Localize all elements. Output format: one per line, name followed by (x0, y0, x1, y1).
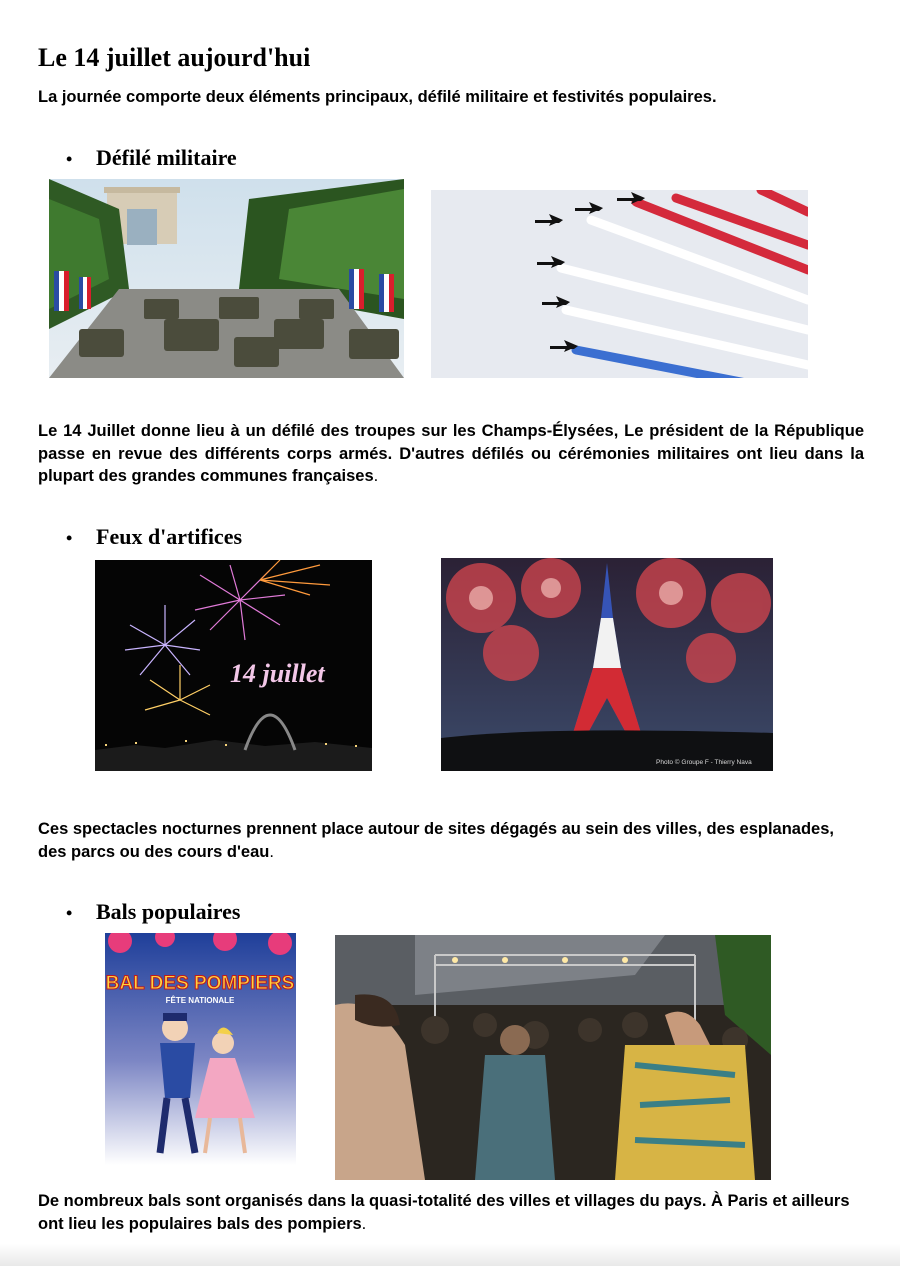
fireworks-caption: 14 juillet (230, 659, 325, 688)
poster-subtitle: FÊTE NATIONALE (165, 996, 235, 1005)
paragraph-feux-text: Ces spectacles nocturnes prennent place autour de sites dégagés au sein des villes, des esplanades, des parcs ou des cours d'eau (38, 820, 834, 861)
paragraph-bals-end: . (361, 1214, 367, 1233)
street-dance-photo-image (335, 935, 771, 1180)
paragraph-bals (38, 1190, 864, 1235)
paragraph-feux (38, 818, 864, 863)
champs-elysees-parade-image (49, 179, 404, 378)
fireworks-14-juillet-image (95, 560, 372, 771)
section-heading-text: Défilé militaire (96, 145, 237, 170)
section-heading-text: Feux d'artifices (96, 524, 243, 549)
page-title: Le 14 juillet aujourd'hui (38, 43, 311, 72)
paragraph-defile-end: . (373, 467, 379, 485)
paragraph-feux-end: . (269, 842, 274, 861)
bal-des-pompiers-poster-image (105, 933, 296, 1165)
section-heading-feux (66, 523, 242, 552)
patrouille-de-france-image (431, 190, 808, 378)
photo-credit: Photo © Groupe F - Thierry Nava (656, 759, 752, 766)
eiffel-tower-fireworks-image (441, 558, 773, 771)
section-heading-bals (66, 898, 240, 927)
intro-text: La journée comporte deux éléments principaux, défilé militaire et festivités populaires. (38, 88, 717, 106)
paragraph-bals-text: De nombreux bals sont organisés dans la quasi-totalité des villes et villages du pays. À Paris et ailleurs ont lieu les populaires bals des pompiers (38, 1192, 850, 1233)
section-heading-text: Bals populaires (96, 899, 241, 924)
paragraph-defile-text: Le 14 Juillet donne lieu à un défilé des troupes sur les Champs-Élysées, Le président de la République passe en revue des différents corps armés. D'autres défilés ou cérémonies militaires ont lieu dans la plupart des grandes communes françaises (38, 422, 864, 485)
bullet-icon: • (66, 149, 73, 169)
page-bottom-shadow (0, 1244, 900, 1266)
poster-title: BAL DES POMPIERS (105, 973, 295, 994)
paragraph-defile (38, 420, 864, 488)
section-heading-defile (66, 144, 237, 173)
bullet-icon: • (66, 528, 73, 548)
bullet-icon: • (66, 903, 73, 923)
